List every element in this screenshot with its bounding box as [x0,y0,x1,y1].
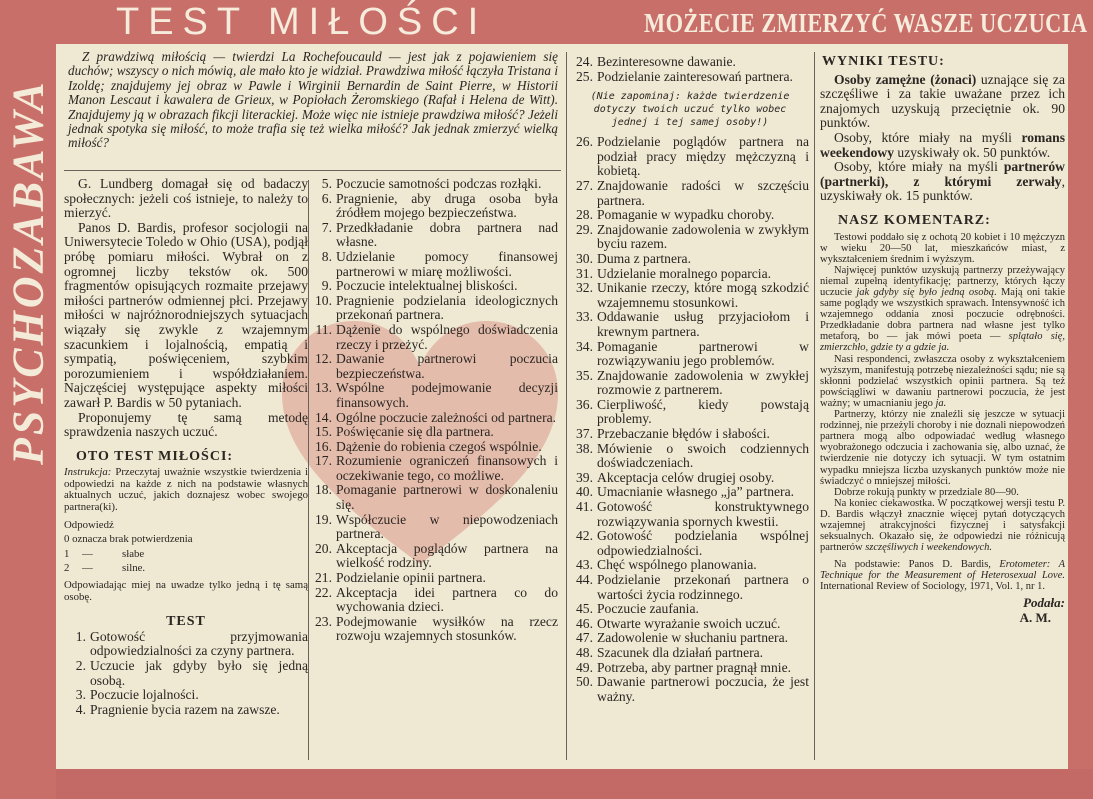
test-item [571,631,809,646]
test-item [571,398,809,427]
item-number: 45. [576,601,593,617]
test-items-list [64,630,308,718]
item-number: 16. [315,438,332,454]
item-number: 25. [576,68,593,84]
result-text: uzyskiwały ok. 50 punktów. [894,144,1051,160]
test-item [571,485,809,500]
paragraph: Proponujemy tę samą metodę sprawdzenia naszych uczuć. [64,409,308,440]
comment-paragraph [820,265,1065,354]
result-text: Osoby, które miały na myśli [834,129,1022,145]
item-number: 39. [576,469,593,485]
section-title-vertical: PSYCHOZABAWA [3,79,53,466]
item-text: Podzielanie poglądów partnera na podział pracy między mężczyzną i kobietą. [597,134,809,179]
item-number: 48. [576,644,593,660]
item-number: 46. [576,615,593,631]
item-number: 11. [315,321,332,337]
answer-0: 0 oznacza brak potwierdzenia [64,533,193,546]
item-text: Podzielanie przekonań partnera o wartości życia rodzinnego. [597,572,809,602]
item-text: Gotowość przyjmowania odpowiedzialności za czyny partnera. [90,628,308,659]
item-number: 3. [75,687,86,703]
result-text: Osoby, które miały na myśli [834,159,1004,175]
item-text: Duma z partnera. [597,250,691,266]
item-text: Przedkładanie dobra partnera nad własne. [336,219,558,250]
test-item [571,602,809,617]
item-text: Współczucie w niepowodzeniach partnera. [336,511,558,542]
comment-text: . Mają oni takie same poglądy we wszystkich sprawach. Intensywność ich wzajemnego oddania znosi poczucie odrębności. Przedkładanie dobra partnera nad własne jest tylko metaforą, bo — jak mówi poeta — [820,287,1065,343]
result-married [820,73,1065,131]
citation-text: Na podstawie: Panos D. Bardis, [834,559,1000,571]
result-weekend [820,131,1065,160]
item-text: Dążenie do robienia czegoś wspólnie. [336,438,542,454]
answer-text: słabe [122,547,145,560]
comment-paragraph: Partnerzy, którzy nie znaleźli się jeszcze w sytuacji rodzinnej, nie przeżyli choroby i nie doznali niepowodzeń partnera mogą albo odpowiadać według własnego wyobrażonego odczucia i zachowania się, albo uznać, że twierdzenie nie dotyczy ich sytuacji. W tym ostatnim wypadku mniejsza liczba uzyskanych punktów może nie świadczyć o mniejszej miłości. [820,409,1065,487]
answer-1 [64,549,308,561]
citation-text: International Review of Sociology, 1971, Vol. 1, nr 1. [820,581,1045,593]
item-text: Poczucie zaufania. [597,601,699,617]
test-item [571,500,809,529]
item-text: Znajdowanie zadowolenia w zwykłej rozmowie z partnerem. [597,367,809,398]
results-heading: WYNIKI TESTU: [822,54,945,69]
test-item [571,223,809,252]
item-text: Dawanie partnerowi poczucia, że jest ważny. [597,674,809,704]
credit-initials: A. M. [1019,609,1051,625]
item-number: 41. [576,499,593,515]
item-text: Cierpliwość, kiedy powstają problemy. [597,396,809,427]
item-text: Pragnienie podzielania ideologicznych przekonań partnera. [336,292,558,323]
result-group: romans weekendowy [820,129,1065,160]
test-item [310,177,558,192]
test-item [310,294,558,323]
item-number: 22. [315,584,332,600]
test-list-heading: TEST [166,614,206,630]
test-item [310,381,558,410]
test-item [571,617,809,632]
item-text: Wspólne podejmowanie decyzji finansowych. [336,380,558,410]
column-2 [310,177,558,644]
test-item [310,352,558,381]
answer-number: 1 [64,547,70,560]
result-text: uznające się za szczęśliwe i za takie uważane przez ich znajomych uzyskują przeciętnie ok. 90 punktów. [820,71,1065,131]
test-heading: OTO TEST MIŁOŚCI: [76,448,234,464]
item-text: Uczucie jak gdyby było się jedną osobą. [90,658,308,688]
item-number: 38. [576,440,593,456]
item-text: Podzielanie zainteresowań partnera. [597,68,793,84]
test-item [571,646,809,661]
item-text: Gotowość podzielania wspólnej odpowiedzialności. [597,528,809,558]
item-text: Umacnianie własnego „ja” partnera. [597,484,795,500]
item-number: 10. [315,292,332,308]
item-text: Pomaganie partnerowi w doskonaleniu się. [336,482,558,513]
test-item [310,513,558,542]
credit-label: Podała: [1023,594,1065,610]
item-number: 18. [315,482,332,498]
comment-heading: NASZ KOMENTARZ: [838,212,991,228]
item-number: 24. [576,54,593,69]
comment-paragraph: Testowi poddało się z ochotą 20 kobiet i 10 mężczyzn w wieku 20—50 lat, mieszkańców miast, z wykształceniem średnim i wyższym. [820,231,1065,265]
test-item [571,281,809,310]
answer-dash: — [82,562,93,575]
test-item [310,571,558,586]
answer-key-label: Odpowiedź [64,518,114,531]
item-number: 14. [315,409,332,425]
item-number: 4. [75,701,86,717]
item-text: Pomaganie partnerowi w rozwiązywaniu jego problemów. [597,338,809,369]
item-number: 19. [315,511,332,527]
comment-italic: szczęśliwych i weekendowych. [865,542,993,554]
test-item [571,310,809,339]
test-item [571,70,809,85]
item-number: 15. [315,424,332,440]
item-text: Akceptacja celów drugiej osoby. [597,469,775,485]
item-text: Otwarte wyrażanie swoich uczuć. [597,615,781,631]
test-item [571,135,809,179]
page-title: TEST MIŁOŚCI [116,1,488,43]
item-text: Pomaganie w wypadku choroby. [597,207,775,223]
item-text: Poczucie samotności podczas rozłąki. [336,176,542,191]
author-credit [820,595,1065,625]
item-number: 36. [576,396,593,412]
test-item [310,411,558,426]
test-item [64,688,308,703]
item-number: 12. [315,351,332,367]
answer-key [64,520,308,604]
column-4 [820,55,1065,625]
test-item [310,615,558,644]
item-number: 29. [576,221,593,237]
result-breakup [820,160,1065,204]
test-item [571,427,809,442]
test-items-list [310,177,558,644]
item-text: Bezinteresowne dawanie. [597,54,736,69]
bottom-margin-band [56,769,1093,799]
answer-note: Odpowiadając miej na uwadze tylko jedną i tę samą osobę. [64,579,308,603]
item-text: Udzielanie moralnego poparcia. [597,265,771,281]
item-number: 23. [315,613,332,629]
item-text: Pragnienie bycia razem na zawsze. [90,701,280,717]
result-group: Osoby zamężne (żonaci) [834,71,977,87]
comment-italic: splątało się, zmierzchło, gdzie ty a gdzie ja. [820,331,1065,354]
comment-text: Najwięcej punktów uzyskują partnerzy przeżywający niemal zupełną identyfikację; partnerzy, których łączy uczucie [820,264,1065,298]
item-number: 50. [576,674,593,690]
column-1 [64,177,308,717]
item-text: Chęć wspólnego planowania. [597,557,757,573]
test-item [310,542,558,571]
item-number: 31. [576,265,593,281]
test-item [310,250,558,279]
test-item [571,442,809,471]
instruction [64,467,308,513]
instruction-label: Instrukcja: [64,466,112,479]
result-group: partnerów (partnerki), z którymi zerwały [820,159,1065,189]
answer-number: 2 [64,562,70,575]
comment-paragraph: Dobrze rokują punkty w przedziale 80—90. [834,486,1019,498]
sidebar-band [0,0,56,799]
comment-paragraph [820,498,1065,553]
item-text: Znajdowanie radości w szczęściu partnera. [597,177,809,208]
item-text: Szacunek dla działań partnera. [597,644,764,660]
item-text: Zadowolenie w słuchaniu partnera. [597,630,788,646]
paragraph: Panos D. Bardis, profesor socjologii na Uniwersytecie Toledo w Ohio (USA), podjął próbę pomiaru miłości. Wybrał on z ogromnej liczby tekstów ok. 500 fragmentów opisujących rozmaite przejawy miłości partnerów odmiennej płci. Przejawy miłości w najróżnorodniejszych sytuacjach wiązały się zwykle z wzajemnym szacunkiem i lojalnością, empatią i sympatią, poświęceniem, szybkim porozumieniem i współdziałaniem. Najczęściej występujące aspekty miłości zawarł P. Bardis w 50 pytaniach. [64,219,308,410]
item-number: 20. [315,540,332,556]
comment-text: Nasi respondenci, zwłaszcza osoby z wykształceniem wyższym, manifestują potrzebę niezależności sądu; nie są skłonni podzielać wszystkich opinii partnera. Są też powściągliwi w dawaniu partnerowi poczucia, że jest ważny; w umacnianiu jego [820,353,1065,409]
test-item [64,659,308,688]
citation-title: Erotometer: A Technique for the Measurement of Heterosexual Love. [820,559,1065,582]
test-item [571,340,809,369]
test-item [571,661,809,676]
test-item [310,483,558,512]
test-item [310,192,558,221]
item-text: Podejmowanie wysiłków na rzecz rozwoju wzajemnych stosunków. [336,613,558,644]
item-text: Oddawanie usług przyjaciołom i krewnym partnera. [597,309,809,339]
test-item [310,454,558,483]
divider-top [64,170,561,171]
test-item [571,267,809,282]
answer-dash: — [82,547,93,560]
item-number: 26. [576,134,593,150]
intro-text: Z prawdziwą miłością — twierdzi La Rochefoucauld — jest jak z pojawieniem się duchów; wszyscy o nich mówią, ale mało kto je widział. Prawdziwa miłość łączyła Tristana i Izoldę; znajdujemy jej obraz w Pawle i Wirginii Bernardin de Saint Pierre, w Historii Manon Lescaut i kawalera de Grieux, w Popiołach Żeromskiego (Rafał i Helena de Witt). Znajdujemy ją w obrazach fikcji literackiej. Może więc nie istnieje prawdziwa miłość? Jeżeli jednak spotyka się miłość, to może trafia się też wielka miłość? Jak jednak zmierzyć wielką miłość? [68,49,558,151]
item-number: 42. [576,528,593,544]
right-margin-band [1068,44,1093,769]
item-text: Potrzeba, aby partner pragnął mnie. [597,659,792,675]
test-item [571,573,809,602]
item-text: Udzielanie pomocy finansowej partnerowi w miarę możliwości. [336,248,558,279]
test-items-list [571,135,809,704]
item-number: 7. [321,219,332,235]
column-3 [571,55,809,704]
test-item [64,703,308,718]
test-item [571,558,809,573]
test-item [64,630,308,659]
item-text: Ogólne poczucie zależności od partnera. [336,409,557,425]
item-text: Dążenie do wspólnego doświadczenia rzeczy i przeżyć. [336,321,558,352]
item-text: Poświęcanie się dla partnera. [336,424,494,440]
item-number: 2. [75,658,86,673]
column-divider-3 [814,52,815,760]
test-item [571,252,809,267]
item-number: 47. [576,630,593,646]
result-text: , uzyskiwały ok. 15 punktów. [820,173,1065,204]
item-number: 9. [321,278,332,294]
paragraph: G. Lundberg domagał się od badaczy społecznych: jeżeli coś istnieje, to należy to mierzyć. [64,176,308,221]
item-number: 44. [576,572,593,587]
page-subtitle: MOŻECIE ZMIERZYĆ WASZE UCZUCIA [644,8,1088,38]
test-item [571,55,809,70]
item-number: 17. [315,453,332,469]
comment-body [820,232,1065,593]
item-text: Akceptacja poglądów partnera na wielkość rodziny. [336,540,558,571]
comment-paragraph [820,354,1065,409]
test-item [571,369,809,398]
item-text: Rozumienie ograniczeń finansowych i oczekiwanie tego, co możliwe. [336,453,558,483]
comment-italic: jak gdyby się było jedną osobą [856,287,995,298]
item-number: 43. [576,557,593,573]
item-number: 5. [321,176,332,191]
item-number: 21. [315,570,332,586]
comment-italic: ja. [935,397,947,409]
test-item [571,471,809,486]
item-number: 32. [576,280,593,296]
item-number: 8. [321,248,332,264]
item-number: 37. [576,426,593,442]
item-number: 35. [576,367,593,383]
item-text: Mówienie o swoich codziennych doświadczeniach. [597,440,809,471]
test-item [310,323,558,352]
item-text: Pragnienie, aby druga osoba była źródłem mojego bezpieczeństwa. [336,190,558,221]
test-item [571,529,809,558]
answer-text: silne. [122,562,146,575]
item-number: 34. [576,338,593,354]
test-item [571,179,809,208]
answer-2 [64,563,308,575]
test-item [571,675,809,704]
test-item [310,279,558,294]
test-item [310,440,558,455]
item-number: 49. [576,659,593,675]
test-item [310,221,558,250]
item-text: Dawanie partnerowi poczucia bezpieczeństwa. [336,351,558,381]
item-number: 13. [315,380,332,396]
item-number: 28. [576,207,593,223]
item-text: Znajdowanie zadowolenia w zwykłym byciu razem. [597,221,809,252]
item-text: Podzielanie opinii partnera. [336,570,486,586]
test-items-list [571,55,809,84]
item-text: Poczucie lojalności. [90,687,199,703]
item-number: 40. [576,484,593,500]
test-item [571,208,809,223]
item-number: 27. [576,177,593,193]
item-number: 1. [75,628,86,644]
instruction-text: Przeczytaj uważnie wszystkie twierdzenia i odpowiedzi na każde z nich na podstawie własnych aktualnych uczuć, jakich doznajesz wobec swojego partnera(ki). [64,466,308,514]
item-text: Akceptacja idei partnera co do wychowania dzieci. [336,584,558,615]
item-text: Poczucie intelektualnej bliskości. [336,278,518,294]
comment-text: Na koniec ciekawostka. W początkowej wersji testu P. D. Bardis włączył znacznie więcej pytań dotyczących wzajemnej atrakcyjności fizycznej i satysfakcji seksualnych. Okazało się, że odpowiedzi nie różnicują partnerów [820,497,1065,554]
item-text: Unikanie rzeczy, które mogą szkodzić wzajemnemu stosunkowi. [597,280,809,310]
item-number: 33. [576,309,593,325]
item-number: 30. [576,250,593,266]
source-citation [820,559,1065,592]
test-item [310,425,558,440]
test-item [310,586,558,615]
item-number: 6. [321,190,332,206]
reminder-note: (Nie zapominaj: każde twierdzenie dotyczy twoich uczuć tylko wobec jednej i tej samej osoby!) [590,91,790,129]
column-divider-1 [308,180,309,760]
column-divider-2 [566,52,567,760]
item-text: Gotowość konstruktywnego rozwiązywania spornych kwestii. [597,499,809,529]
header-band [56,0,1093,44]
item-text: Przebaczanie błędów i słabości. [597,426,770,442]
